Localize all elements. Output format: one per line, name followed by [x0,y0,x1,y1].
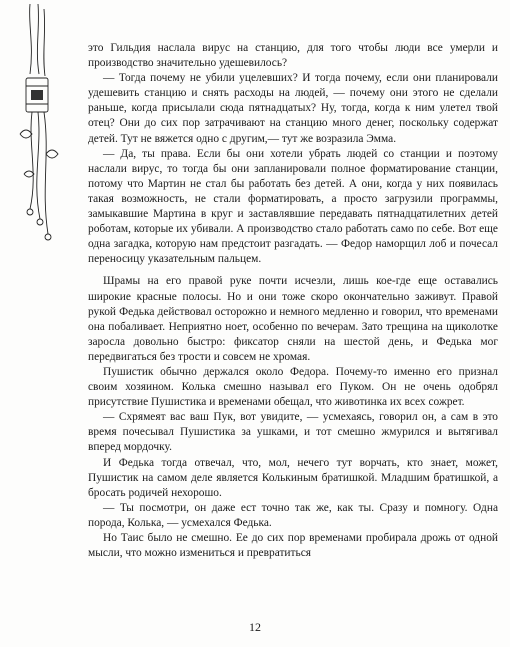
body-text [88,41,498,561]
paragraph: — Да, ты права. Если бы они хотели убрать людей со станции и поэтому наслали вирус, то тогда бы они запланировали полное форматирование станции, потому что Мартин не стал бы работать без детей. А они, когда у них появилась такая возможность, не стали форматировать, а просто загрузили программы, замыкавшие Мартина в круг и заставлявшие передавать пятнадцатилетних детей роботам, которые их убивали. А производство стало работать само по себе. Вот еще одна загадка, которую нам предстоит разгадать. — Федор наморщил лоб и почесал переносицу указательным пальцем. [88,147,498,266]
paragraph: Но Таис было не смешно. Ее до сих пор временами пробирала дрожь от одной мысли, что можно измениться и превратиться [88,532,498,560]
paragraph: Пушистик обычно держался около Федора. Почему-то именно его признал своим хозяином. Колька смешно называл его Пуком. Он не очень одобрял присутствие Пушистика и временами обещал, что животинка их всех сожрет. [88,365,498,409]
paragraph: — Ты посмотри, он даже ест точно так же, как ты. Сразу и помногу. Одна порода, Колька, — усмехался Федька. [88,501,498,529]
paragraph: — Схрямеят вас ваш Пук, вот увидите, — усмехаясь, говорил он, а сам в это время почесывал Пушистика за ушками, и тот смешно жмурился и вытягивал вперед мордочку. [88,411,498,454]
paragraph: Шрамы на его правой руке почти исчезли, лишь кое-где еще оставались широкие красные полосы. Но и они тоже скоро окончательно заживут. Правой рукой Федька действовал осторожно и немного медленно и говорил, что временами она побаливает. Неприятно ноет, особенно по вечерам. Зато трещина на щиколотке заросла довольно быстро: фиксатор сняли на шестой день, и Федька мог передвигаться без трости и совсем не хромая. [88,275,498,363]
paragraph: это Гильдия наслала вирус на станцию, для того чтобы люди все умерли и производство значительно удешевилось? [88,42,498,70]
hanging-lantern-ornament [8,4,68,254]
page-number: 12 [249,620,261,634]
paragraph: И Федька тогда отвечал, что, мол, нечего тут ворчать, кто знает, может, Пушистик на самом деле является Колькиным братишкой. Младшим братишкой, а бросать родичей нехорошо. [88,456,498,499]
paragraph: — Тогда почему не убили уцелевших? И тогда почему, если они планировали удешевить станцию и снять расходы на людей, — почему они этого не сделали раньше, когда присылали сюда пятнадцатых? Ну, тогда, когда к ним улетел твой отец? Они до сих пор затрачивают на станцию много денег, поскольку содержат детей. Тут не вяжется одно с другим,— тут же возразила Эмма. [88,72,498,145]
